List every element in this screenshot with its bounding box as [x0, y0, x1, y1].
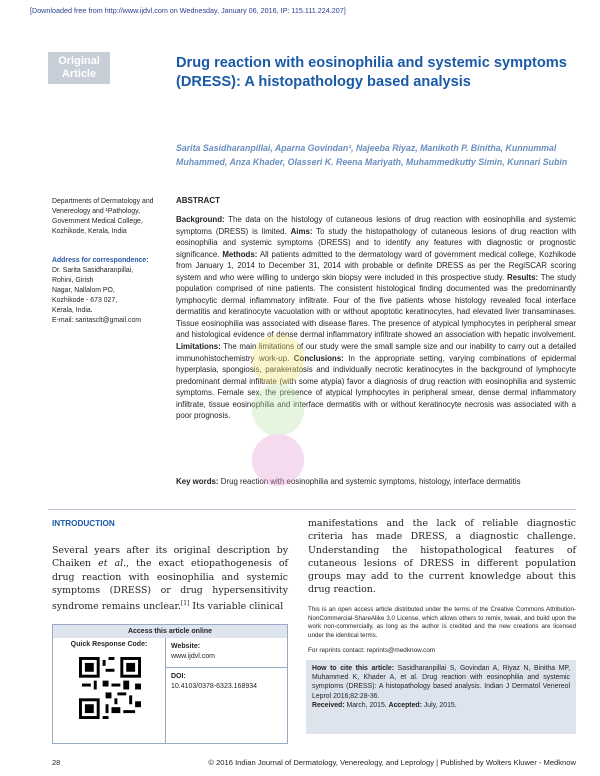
- article-title: Drug reaction with eosinophilia and systemic symptoms (DRESS): A histopathology based analysis: [176, 55, 567, 90]
- received-label: Received:: [312, 701, 345, 709]
- watermark-graphic: [248, 330, 308, 500]
- correspondence-line: Dr. Sarita Sasidharanpillai,: [52, 267, 134, 274]
- website-link[interactable]: www.ijdvl.com: [171, 652, 215, 660]
- access-heading: Access this article online: [53, 625, 287, 638]
- access-row-divider: [165, 667, 287, 668]
- abstract-methods-label: Methods:: [222, 249, 258, 259]
- abstract-body: [176, 214, 576, 422]
- reprints-contact: For reprints contact: reprints@medknow.com: [308, 647, 436, 654]
- cite-text: Sasidharanpillai S, Govindan A, Riyaz N, Binitha MP, Muhammed K, Khader A, et al. Drug reaction with eosinophilia and systemic symptoms (DRESS): A histopathology based analysis. Indian J Dermatol Venereol Leprol 2016;82:28-36.: [312, 665, 570, 700]
- author-list: Sarita Sasidharanpillai, Aparna Govindan¹, Najeeba Riyaz, Manikoth P. Binitha, Kunnummal Muhammed, Anza Khader, Olasseri K. Reena Mariyath, Muhammedkutty Simin, Kunnari Subin: [176, 143, 568, 167]
- abstract-heading: ABSTRACT: [176, 196, 220, 205]
- keywords-text: Drug reaction with eosinophilia and systemic symptoms, histology, interface dermatitis: [218, 477, 521, 486]
- abstract-conclusions-label: Conclusions:: [293, 353, 344, 363]
- qr-label: Quick Response Code:: [53, 638, 166, 652]
- received-date: March, 2015.: [344, 701, 389, 709]
- section-divider: [48, 509, 576, 510]
- introduction-paragraph: [52, 544, 288, 614]
- abstract-aims-label: Aims:: [290, 226, 313, 236]
- abstract-background: The data on the histology of cutaneous lesions of drug reaction with eosinophilia and systemic symptoms (DRESS) is limited.: [176, 215, 576, 236]
- article-type-line-1: Original: [58, 55, 100, 67]
- intro-etal: et al.: [98, 558, 127, 570]
- page-number: 28: [52, 758, 61, 767]
- keywords: [176, 476, 576, 488]
- correspondence-heading: Address for correspondence:: [52, 257, 149, 264]
- qr-code-icon[interactable]: [79, 657, 141, 719]
- correspondence-email[interactable]: E-mail: saritasclt@gmail.com: [52, 317, 141, 324]
- access-divider: [165, 638, 166, 743]
- download-banner: [Downloaded free from http://www.ijdvl.com on Wednesday, January 06, 2016, IP: 115.111.224.207]: [30, 6, 346, 15]
- doi-link[interactable]: 10.4103/0378-6323.168934: [171, 682, 258, 690]
- abstract-methods: All patients admitted to the dermatology ward of government medical college, Kozhikode from January 1, 2014 to December 31, 2014 with probable or definite DRESS as per the RegiSCAR scoring system and who were willing to undergo skin biopsy were included in this prospective study.: [176, 249, 576, 282]
- accepted-date: July, 2015.: [421, 701, 457, 709]
- how-to-cite-box: [306, 660, 576, 734]
- access-box: [52, 624, 288, 744]
- introduction-continued: manifestations and the lack of reliable diagnostic criteria has made DRESS, a diagnostic challenge. Understanding the histopathological features of cutaneous lesions of DRESS in different population groups may add to the current knowledge about this drug reaction.: [308, 518, 576, 596]
- abstract-conclusions: In the appropriate setting, varying combinations of epidermal hyperplasia, spongiosis, parakeratosis and individually necrotic keratinocytes in the background of lymphocyte predominant dermal infiltrate (with some atypia) favor a diagnosis of drug reaction with eosinophilia and systemic symptoms. Female sex, the presence of atypical lymphocytes in peripheral smear, dense dermal inflammatory infiltrate, tissue eosinophilia and interface dermatitis with or without keratinocyte necrosis was associated with a poor prognosis.: [176, 353, 576, 421]
- correspondence-line: Nagar, Nallalom PO,: [52, 287, 115, 294]
- abstract-limitations-label: Limitations:: [176, 342, 221, 352]
- cite-label: How to cite this article:: [312, 665, 395, 672]
- abstract-limitations: The main limitations of our study were the small sample size and our inability to carry out a detailed immunohistochemistry work-up.: [176, 342, 576, 363]
- license-text: This is an open access article distributed under the terms of the Creative Commons Attribution-NonCommercial-ShareAlike 3.0 License, which allows others to remix, tweak, and build upon the work non-commercially, as long as the author is credited and the new creations are licensed under the identical terms.: [308, 606, 576, 639]
- correspondence-line: Kozhikode - 673 027,: [52, 297, 118, 304]
- footer-copyright: © 2016 Indian Journal of Dermatology, Venereology, and Leprology | Published by Wolters Kluwer - Medknow: [208, 758, 576, 767]
- intro-text-a: Several years after its original description by Chaiken: [52, 545, 288, 570]
- accepted-label: Accepted:: [388, 701, 422, 709]
- website-label: Website:: [171, 643, 201, 650]
- abstract-background-label: Background:: [176, 215, 225, 224]
- intro-text-c: Its variable clinical: [189, 601, 284, 613]
- correspondence-line: Rohini, Girish: [52, 277, 94, 284]
- abstract-results: The study population comprised of nine patients. The consistent histological finding documented was the predominantly lymphocytic dermal inflammatory infiltrate. Four of the five patients whose histology revealed focal interface dermatitis and keratinocyte vacuolation with or without apoptotic keratinocytes, had elevated liver transaminases. Tissue eosinophilia was associated with disease flares. The presence of atypical lymphocytes in peripheral smear and histological evidence of dense dermal inflammatory infiltrate showed an association with hepatic involvement.: [176, 272, 577, 340]
- article-type-badge: [48, 52, 110, 84]
- keywords-label: Key words:: [176, 477, 219, 486]
- correspondence-line: Kerala, India.: [52, 307, 93, 314]
- intro-text-b: , the exact etiopathogenesis of drug reaction with eosinophilia and systemic symptoms (DRESS) or drug hypersensitivity syndrome remains unclear.: [52, 558, 288, 613]
- reference-link[interactable]: [1]: [180, 600, 190, 608]
- correspondence: [52, 256, 164, 326]
- affiliation: Departments of Dermatology and Venereology and ¹Pathology, Government Medical College, Kozhikode, Kerala, India: [52, 198, 154, 235]
- introduction-heading: INTRODUCTION: [52, 519, 115, 528]
- doi-label: DOI:: [171, 673, 186, 680]
- abstract-results-label: Results:: [507, 272, 539, 282]
- article-type-line-2: Article: [61, 68, 97, 80]
- abstract-aims: To study the histopathology of cutaneous lesions of drug reaction with eosinophilia and systemic symptoms (DRESS) and to identify any features with diagnostic or prognostic significance.: [176, 226, 576, 259]
